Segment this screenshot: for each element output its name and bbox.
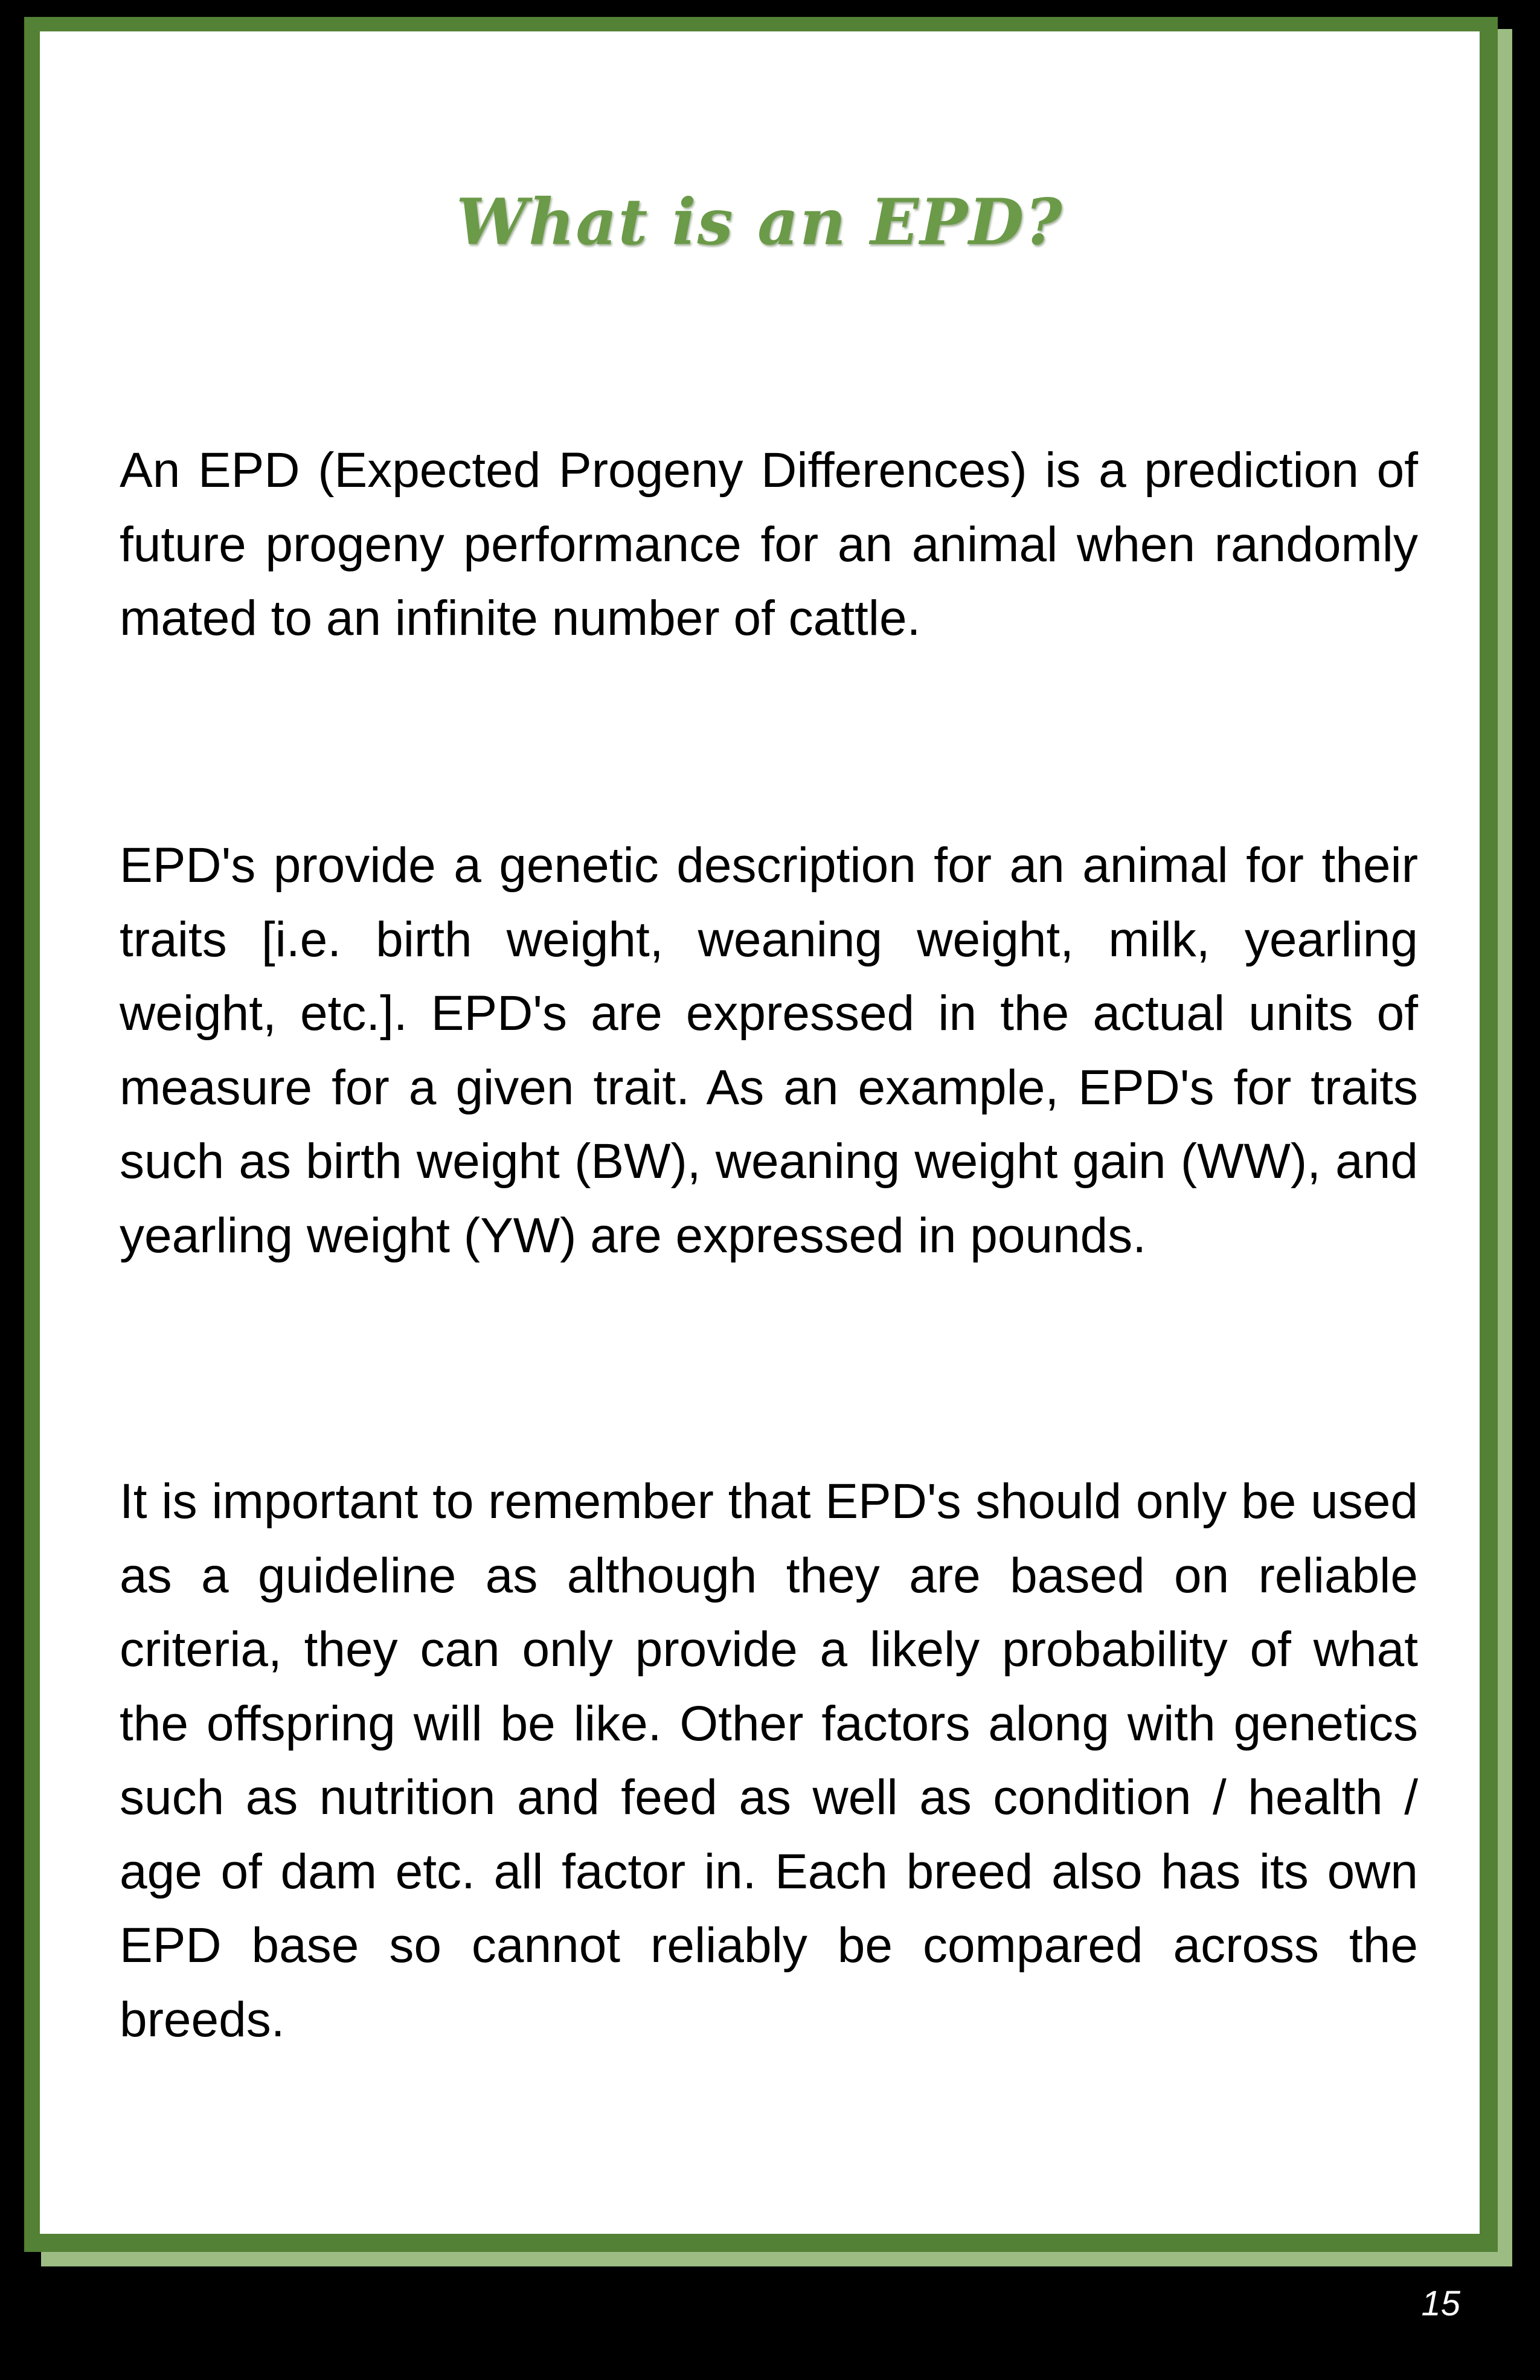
paragraph-genetic-description: EPD's provide a genetic description for an animal for their traits [i.e. birth weight, weaning weight, milk, yearling weight, etc.]. EPD's are expressed in the actual units of measure for a given trait. As an example, EPD's for traits such as birth weight (BW), weaning weight gain (WW), and yearling weight (YW) are expressed in pounds. [120,838,1418,1263]
page-number: 15 [1421,2284,1460,2323]
paragraph-guideline-note: It is important to remember that EPD's should only be used as a guideline as although they are based on reliable criteria, they can only provide a likely probability of what the offspring will be like. Other factors along with genetics such as nutrition and feed as well as condition / health / age of dam etc. all factor in. Each breed also has its own EPD base so cannot reliably be compared across the breeds. [120,1474,1418,2047]
paragraph-definition: An EPD (Expected Progeny Differences) is a prediction of future progeny performance for an animal when randomly mated to an infinite number of cattle. [120,443,1418,646]
page-title: What is an EPD? [456,184,1064,259]
